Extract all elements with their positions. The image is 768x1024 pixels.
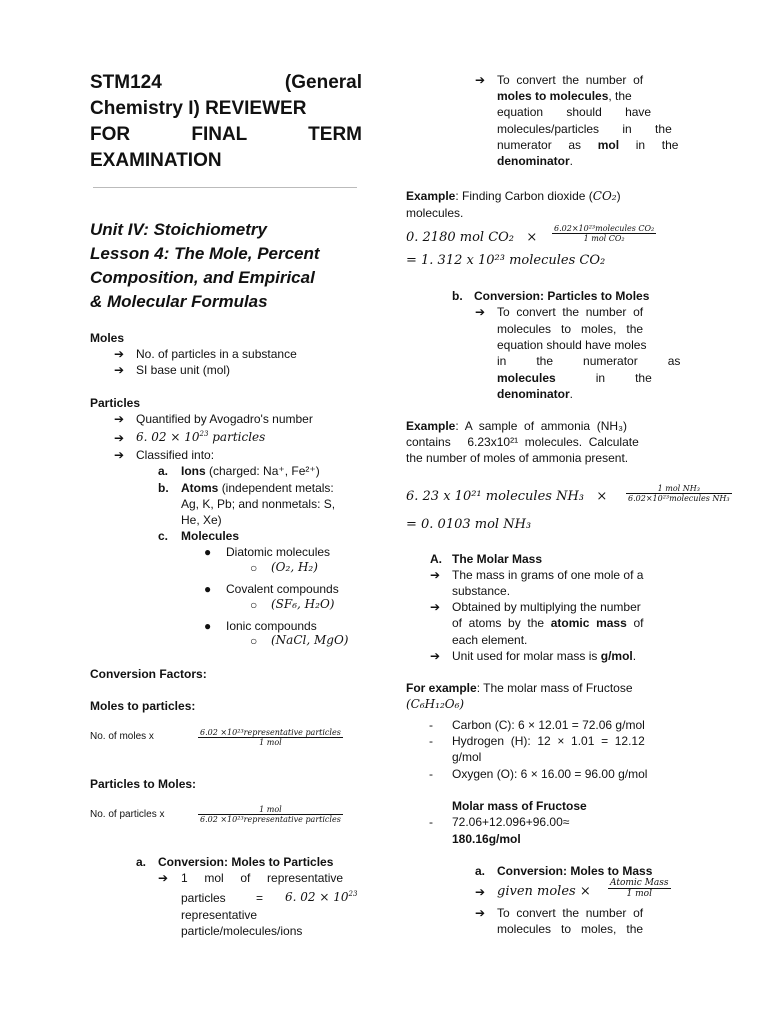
avogadro-number: [136, 430, 265, 444]
equation-lhs: No. of moles x: [90, 731, 154, 742]
subheading: Particles to Moles:: [90, 777, 197, 791]
circle-bullet-icon: ○: [250, 598, 258, 612]
ions-item: [181, 464, 320, 478]
equation-lhs: 0. 2180 mol CO₂ ×: [406, 230, 538, 245]
atoms-item: [181, 481, 334, 495]
numerator: Atomic Mass: [610, 878, 669, 888]
formula: (O₂, H₂): [271, 560, 318, 574]
arrow-icon: ➔: [475, 885, 486, 899]
bullet-icon: ●: [204, 619, 212, 633]
avogadro-base: 6. 02 × 10: [285, 890, 349, 904]
body-text: [452, 649, 636, 663]
body-text: To convert the number of: [497, 906, 644, 920]
arrow-icon: ➔: [114, 363, 125, 377]
body-text: Hydrogen (H): 12 × 1.01 = 12.12: [452, 734, 645, 748]
emphasis: denominator: [497, 387, 570, 401]
text: , the: [608, 89, 632, 103]
formula: (C₆H₁₂O₆): [406, 697, 465, 711]
example-text: molecules.: [406, 206, 464, 220]
list-item: Classified into:: [136, 448, 215, 462]
arrow-icon: ➔: [114, 412, 125, 426]
body-text: [497, 138, 678, 152]
body-text: Carbon (C): 6 × 12.01 = 72.06 g/mol: [452, 718, 645, 732]
body-text: [497, 387, 573, 401]
unit-line: Lesson 4: The Mole, Percent: [90, 244, 320, 263]
body-text: To convert the number of: [497, 305, 644, 319]
list-label: c.: [158, 529, 169, 543]
denominator: 6.02×10²³molecules NH₃: [628, 494, 730, 503]
ions-desc: (charged: Na⁺, Fe²⁺): [209, 464, 320, 478]
title-line: STM124 (General: [90, 72, 362, 93]
conversion-heading: Conversion Factors:: [90, 667, 207, 681]
body-text: Obtained by multiplying the number: [452, 600, 641, 614]
arrow-icon: ➔: [430, 600, 441, 614]
arrow-icon: ➔: [158, 871, 169, 885]
example-label: Example: [406, 189, 456, 203]
moles-heading: Moles: [90, 331, 125, 345]
avogadro-number: [285, 890, 357, 904]
circle-bullet-icon: ○: [250, 634, 258, 648]
title-line: EXAMINATION: [90, 150, 222, 171]
avogadro-base: 6. 02 × 10: [136, 430, 200, 444]
subheading: Molar mass of Fructose: [452, 799, 587, 813]
text: .: [569, 154, 574, 168]
equation-lhs: given moles ×: [497, 884, 591, 899]
atoms-desc: (independent metals:: [221, 481, 334, 495]
text: in the: [595, 371, 652, 385]
divider: [93, 187, 357, 188]
particles-heading: Particles: [90, 396, 141, 410]
bullet-icon: ●: [204, 545, 212, 559]
text: numerator as: [497, 138, 582, 152]
atoms-desc: Ag, K, Pb; and nonmetals: S,: [181, 497, 336, 511]
section-heading: Conversion: Moles to Mass: [497, 864, 653, 878]
body-text: [497, 154, 573, 168]
emphasis: g/mol: [600, 649, 633, 663]
equation-result: = 1. 312 x 10²³ molecules CO₂: [406, 253, 606, 268]
dash-bullet: -: [429, 718, 433, 732]
unit-line: Composition, and Empirical: [90, 268, 315, 287]
arrow-icon: ➔: [114, 448, 125, 462]
example-text: the number of moles of ammonia present.: [406, 451, 629, 465]
numerator: 6.02 ×10²³representative particles: [200, 728, 341, 737]
body-text: molecules/particles in the: [497, 122, 672, 136]
body-text: substance.: [452, 584, 511, 598]
text: in the: [635, 138, 679, 152]
example-text: [406, 681, 633, 695]
dash-bullet: -: [429, 767, 433, 781]
atoms-desc: He, Xe): [181, 513, 222, 527]
body-text: equation should have: [497, 105, 652, 119]
denominator: 1 mol: [259, 738, 282, 747]
formula: (NaCl, MgO): [271, 633, 349, 647]
body-text: Oxygen (O): 6 × 16.00 = 96.00 g/mol: [452, 767, 648, 781]
example-text: contains 6.23x10²¹ molecules. Calculate: [406, 435, 639, 449]
body-text: [452, 616, 643, 630]
equation-result: = 0. 0103 mol NH₃: [406, 517, 532, 532]
arrow-icon: ➔: [475, 906, 486, 920]
arrow-icon: ➔: [114, 431, 125, 445]
fraction: [626, 484, 732, 503]
example-label: Example: [406, 419, 456, 433]
text: : A sample of ammonia (NH₃): [455, 419, 627, 433]
atoms-label: Atoms: [181, 481, 219, 495]
list-label: b.: [452, 289, 463, 303]
fraction: [552, 224, 656, 243]
body-text: =: [256, 891, 264, 905]
list-item: SI base unit (mol): [136, 363, 231, 377]
section-heading: Conversion: Particles to Moles: [474, 289, 650, 303]
list-label: a.: [158, 464, 169, 478]
text: of atoms by the: [452, 616, 545, 630]
body-text: To convert the number of: [497, 73, 644, 87]
unit-line: & Molecular Formulas: [90, 292, 268, 311]
body-text: in the numerator as: [497, 354, 681, 368]
list-item: Ionic compounds: [226, 619, 317, 633]
arrow-icon: ➔: [475, 305, 486, 319]
list-item: Diatomic molecules: [226, 545, 331, 559]
numerator: 1 mol: [198, 805, 343, 815]
circle-bullet-icon: ○: [250, 561, 258, 575]
body-text: representative: [181, 908, 258, 922]
emphasis: denominator: [497, 154, 570, 168]
fraction-box: [608, 878, 671, 899]
list-label: a.: [136, 855, 147, 869]
denominator: 1 mol: [626, 889, 652, 899]
fraction-box: [626, 484, 732, 503]
ions-label: Ions: [181, 464, 206, 478]
fraction-box: [198, 728, 343, 747]
example-label: For example: [406, 681, 477, 695]
body-text: g/mol: [452, 750, 482, 764]
fraction: [198, 805, 343, 824]
list-item: Covalent compounds: [226, 582, 339, 596]
emphasis: molecules: [497, 371, 556, 385]
equation-lhs: 6. 23 x 10²¹ molecules NH₃ ×: [406, 489, 608, 504]
fraction-box: [552, 224, 656, 243]
bullet-icon: ●: [204, 582, 212, 596]
text: of: [633, 616, 644, 630]
body-text: [497, 89, 632, 103]
subheading: Moles to particles:: [90, 699, 196, 713]
arrow-icon: ➔: [114, 347, 125, 361]
dash-bullet: -: [429, 815, 433, 829]
text: .: [632, 649, 637, 663]
emphasis: mol: [597, 138, 620, 152]
dash-bullet: -: [429, 734, 433, 748]
list-item: No. of particles in a substance: [136, 347, 297, 361]
list-label: a.: [475, 864, 486, 878]
emphasis: moles to molecules: [497, 89, 609, 103]
formula: (SF₆, H₂O): [271, 597, 335, 611]
formula: CO₂: [592, 189, 617, 203]
list-item: Quantified by Avogadro's number: [136, 412, 313, 426]
fraction-box: [198, 805, 343, 824]
body-text: equation should have moles: [497, 338, 647, 352]
arrow-icon: ➔: [430, 649, 441, 663]
unit-heading: [90, 218, 365, 314]
example-text: [406, 189, 621, 203]
fraction: [608, 878, 671, 899]
list-label: A.: [430, 552, 442, 566]
avogadro-unit: particles: [212, 430, 266, 444]
title-line: Chemistry I) REVIEWER: [90, 98, 307, 119]
body-text: [497, 371, 652, 385]
arrow-icon: ➔: [430, 568, 441, 582]
numerator: 6.02×10²³molecules CO₂: [554, 224, 655, 233]
text: ): [616, 189, 621, 203]
body-text: 1 mol of representative: [181, 871, 344, 885]
text: : Finding Carbon dioxide (: [455, 189, 593, 203]
unit-line: Unit IV: Stoichiometry: [90, 220, 267, 239]
text: : The molar mass of Fructose: [476, 681, 633, 695]
body-text: The mass in grams of one mole of a: [452, 568, 644, 582]
numerator: 1 mol NH₃: [626, 484, 732, 494]
denominator: 6.02 ×10²³representative particles: [200, 815, 341, 824]
arrow-icon: ➔: [475, 73, 486, 87]
list-label: b.: [158, 481, 169, 495]
section-heading: Conversion: Moles to Particles: [158, 855, 334, 869]
section-heading: The Molar Mass: [452, 552, 543, 566]
molecules-label: Molecules: [181, 529, 240, 543]
example-text: [406, 419, 627, 433]
document-title: [90, 70, 362, 174]
equation-lhs: No. of particles x: [90, 809, 165, 820]
denominator: 1 mol CO₂: [583, 234, 625, 243]
body-text: 72.06+12.096+96.00≈: [452, 815, 570, 829]
body-text: molecules to moles, the: [497, 922, 644, 936]
emphasis: atomic mass: [550, 616, 627, 630]
text: Unit used for molar mass is: [452, 649, 598, 663]
avogadro-exp: 23: [199, 430, 209, 438]
title-line: FOR FINAL TERM: [90, 124, 362, 145]
body-text: each element.: [452, 633, 528, 647]
body-text: particle/molecules/ions: [181, 924, 303, 938]
body-text: molecules to moles, the: [497, 322, 644, 336]
avogadro-exp: 23: [348, 890, 358, 898]
result-text: 180.16g/mol: [452, 832, 521, 846]
fraction: [198, 728, 343, 747]
body-text: particles: [181, 891, 226, 905]
text: .: [569, 387, 574, 401]
